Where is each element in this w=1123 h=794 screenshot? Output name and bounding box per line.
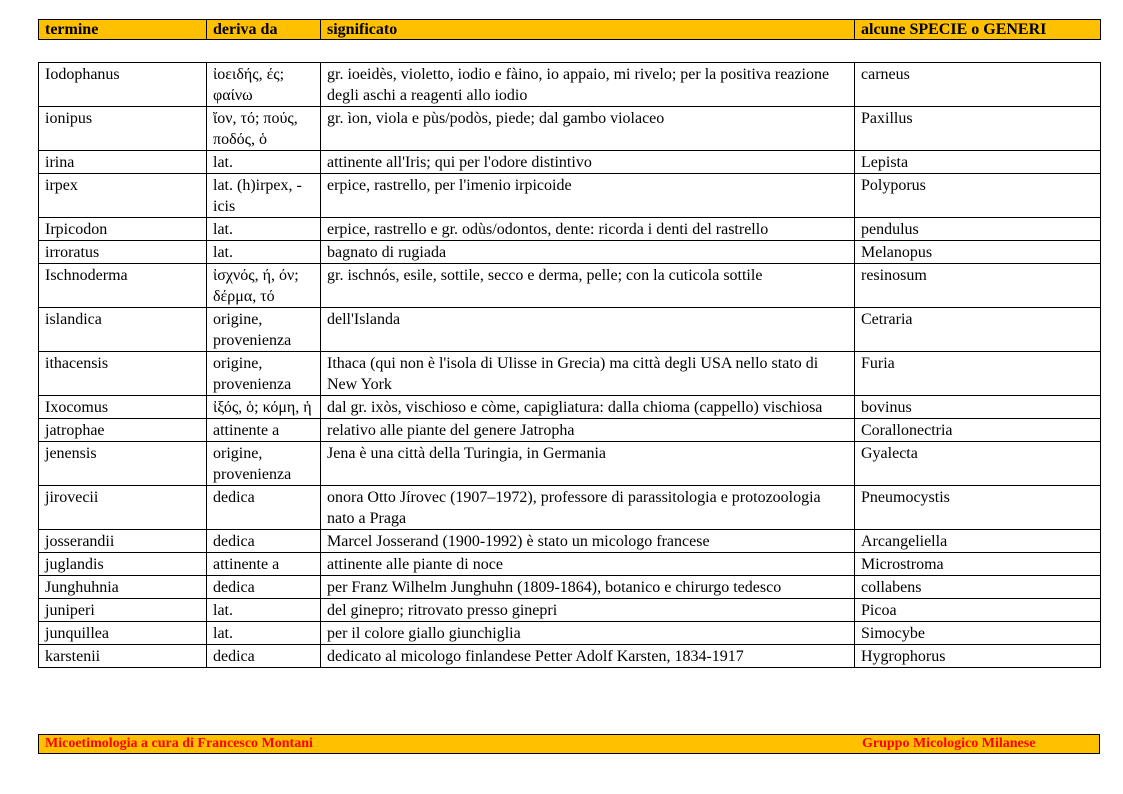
- table-row: [39, 576, 1101, 599]
- table-row: [39, 151, 1101, 174]
- cell-significato: attinente all'Iris; qui per l'odore distintivo: [321, 151, 855, 174]
- cell-specie: Arcangeliella: [855, 530, 1101, 553]
- cell-termine: Ixocomus: [39, 396, 207, 419]
- cell-deriva-da: lat.: [207, 241, 321, 264]
- cell-specie: Paxillus: [855, 107, 1101, 151]
- table-row: [39, 645, 1101, 668]
- cell-specie: Gyalecta: [855, 442, 1101, 486]
- cell-deriva-da: lat.: [207, 599, 321, 622]
- cell-significato: gr. ioeidès, violetto, iodio e fàino, io appaio, mi rivelo; per la positiva reazione degli aschi a reagenti allo iodio: [321, 63, 855, 107]
- table-row: [39, 264, 1101, 308]
- cell-deriva-da: origine, provenienza: [207, 352, 321, 396]
- cell-deriva-da: lat.: [207, 218, 321, 241]
- cell-significato: gr. ìon, viola e pùs/podòs, piede; dal gambo violaceo: [321, 107, 855, 151]
- cell-specie: Melanopus: [855, 241, 1101, 264]
- cell-significato: Ithaca (qui non è l'isola di Ulisse in Grecia) ma città degli USA nello stato di New York: [321, 352, 855, 396]
- table-row: [39, 486, 1101, 530]
- cell-specie: Microstroma: [855, 553, 1101, 576]
- cell-significato: per Franz Wilhelm Junghuhn (1809-1864), botanico e chirurgo tedesco: [321, 576, 855, 599]
- table-row: [39, 218, 1101, 241]
- header-specie-generi: alcune SPECIE o GENERI: [855, 20, 1101, 40]
- cell-significato: erpice, rastrello, per l'imenio irpicoide: [321, 174, 855, 218]
- cell-deriva-da: dedica: [207, 576, 321, 599]
- table-row: [39, 308, 1101, 352]
- footer-group: Gruppo Micologico Milanese: [862, 736, 1036, 751]
- cell-specie: Picoa: [855, 599, 1101, 622]
- cell-termine: islandica: [39, 308, 207, 352]
- cell-significato: del ginepro; ritrovato presso ginepri: [321, 599, 855, 622]
- cell-significato: relativo alle piante del genere Jatropha: [321, 419, 855, 442]
- cell-significato: attinente alle piante di noce: [321, 553, 855, 576]
- cell-significato: dal gr. ixòs, vischioso e còme, capigliatura: dalla chioma (cappello) vischiosa: [321, 396, 855, 419]
- cell-termine: Junghuhnia: [39, 576, 207, 599]
- cell-deriva-da: origine, provenienza: [207, 442, 321, 486]
- cell-termine: Iodophanus: [39, 63, 207, 107]
- cell-termine: Ischnoderma: [39, 264, 207, 308]
- cell-termine: Irpicodon: [39, 218, 207, 241]
- cell-significato: erpice, rastrello e gr. odùs/odontos, dente: ricorda i denti del rastrello: [321, 218, 855, 241]
- cell-significato: Marcel Josserand (1900-1992) è stato un micologo francese: [321, 530, 855, 553]
- cell-specie: pendulus: [855, 218, 1101, 241]
- cell-significato: per il colore giallo giunchiglia: [321, 622, 855, 645]
- cell-significato: onora Otto Jírovec (1907–1972), professore di parassitologia e protozoologia nato a Praga: [321, 486, 855, 530]
- header-termine: termine: [39, 20, 207, 40]
- header-table: [38, 19, 1101, 40]
- header-significato: significato: [321, 20, 855, 40]
- cell-deriva-da: lat.: [207, 622, 321, 645]
- table-row: [39, 599, 1101, 622]
- cell-termine: ionipus: [39, 107, 207, 151]
- cell-specie: Hygrophorus: [855, 645, 1101, 668]
- table-row: [39, 442, 1101, 486]
- table-row: [39, 107, 1101, 151]
- cell-termine: jenensis: [39, 442, 207, 486]
- table-row: [39, 174, 1101, 218]
- cell-specie: Cetraria: [855, 308, 1101, 352]
- table-row: [39, 352, 1101, 396]
- cell-deriva-da: lat.: [207, 151, 321, 174]
- cell-termine: irpex: [39, 174, 207, 218]
- cell-specie: Pneumocystis: [855, 486, 1101, 530]
- cell-specie: resinosum: [855, 264, 1101, 308]
- table-row: [39, 63, 1101, 107]
- table-row: [39, 396, 1101, 419]
- cell-termine: josserandii: [39, 530, 207, 553]
- cell-deriva-da: ἰξός, ὁ; κόμη, ἡ: [207, 396, 321, 419]
- cell-termine: karstenii: [39, 645, 207, 668]
- cell-specie: Polyporus: [855, 174, 1101, 218]
- header-deriva-da: deriva da: [207, 20, 321, 40]
- page-footer: [38, 734, 1100, 754]
- table-row: [39, 530, 1101, 553]
- cell-specie: Corallonectria: [855, 419, 1101, 442]
- cell-significato: bagnato di rugiada: [321, 241, 855, 264]
- cell-significato: dedicato al micologo finlandese Petter Adolf Karsten, 1834-1917: [321, 645, 855, 668]
- glossary-table: [38, 62, 1101, 668]
- cell-deriva-da: dedica: [207, 486, 321, 530]
- cell-deriva-da: lat. (h)irpex, -icis: [207, 174, 321, 218]
- footer-author: Micoetimologia a cura di Francesco Montani: [45, 736, 313, 751]
- cell-deriva-da: ἴον, τό; πούς, ποδός, ὁ: [207, 107, 321, 151]
- cell-termine: irina: [39, 151, 207, 174]
- cell-significato: dell'Islanda: [321, 308, 855, 352]
- cell-significato: Jena è una città della Turingia, in Germania: [321, 442, 855, 486]
- cell-specie: Lepista: [855, 151, 1101, 174]
- cell-termine: jatrophae: [39, 419, 207, 442]
- cell-specie: carneus: [855, 63, 1101, 107]
- cell-specie: collabens: [855, 576, 1101, 599]
- cell-significato: gr. ischnós, esile, sottile, secco e derma, pelle; con la cuticola sottile: [321, 264, 855, 308]
- cell-deriva-da: ἰσχνός, ή, όν; δέρμα, τό: [207, 264, 321, 308]
- cell-termine: junquillea: [39, 622, 207, 645]
- cell-deriva-da: attinente a: [207, 419, 321, 442]
- cell-specie: bovinus: [855, 396, 1101, 419]
- cell-termine: irroratus: [39, 241, 207, 264]
- table-row: [39, 241, 1101, 264]
- cell-deriva-da: ἰοειδής, ές; φαίνω: [207, 63, 321, 107]
- cell-deriva-da: dedica: [207, 530, 321, 553]
- cell-specie: Furia: [855, 352, 1101, 396]
- table-row: [39, 553, 1101, 576]
- cell-specie: Simocybe: [855, 622, 1101, 645]
- cell-termine: juglandis: [39, 553, 207, 576]
- cell-termine: jirovecii: [39, 486, 207, 530]
- header-row: [39, 20, 1101, 40]
- cell-termine: ithacensis: [39, 352, 207, 396]
- cell-deriva-da: dedica: [207, 645, 321, 668]
- cell-deriva-da: origine, provenienza: [207, 308, 321, 352]
- table-row: [39, 622, 1101, 645]
- cell-termine: juniperi: [39, 599, 207, 622]
- table-row: [39, 419, 1101, 442]
- cell-deriva-da: attinente a: [207, 553, 321, 576]
